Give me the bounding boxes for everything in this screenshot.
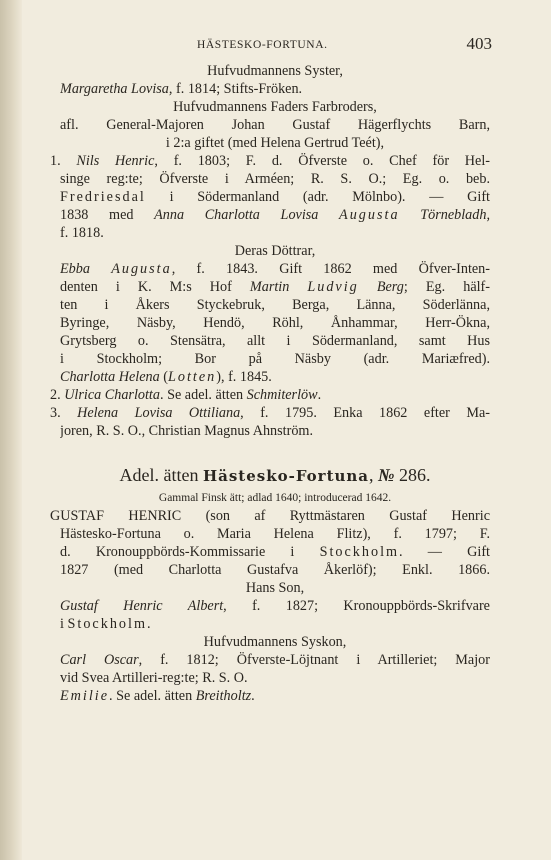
page-binding-shadow	[0, 0, 22, 860]
section-heading	[60, 633, 490, 651]
text-segment: i 2:a giftet (med Helena Gertrud Teét),	[165, 135, 385, 151]
text-segment: Hästesko-Fortuna o. Maria Helena Flitz), f. 1797; F.	[60, 526, 490, 542]
text-segment: singe reg:te; Öfverste i Arméen; R. S. O.; Eg. o. beb.	[60, 171, 490, 187]
text-segment: Hans Son,	[245, 580, 305, 596]
text-segment: Nils Henric	[76, 153, 155, 169]
text-segment: Margaretha Lovisa	[60, 81, 169, 97]
text-segment: Törneblad	[399, 207, 480, 223]
family-subheading	[60, 489, 490, 507]
text-segment: 1827 (med Charlotta Gustafva Åkerlöf); Enkl. 1866.	[60, 562, 490, 578]
running-title: HÄSTESKO-FORTUNA.	[197, 39, 328, 51]
text-segment: Charlotta Helena	[60, 369, 160, 385]
text-line	[60, 188, 490, 206]
page-header	[60, 34, 490, 62]
text-line	[60, 422, 490, 440]
text-segment: h,	[479, 207, 490, 223]
text-line	[60, 543, 490, 561]
text-segment: Fredriesdal	[60, 189, 146, 205]
text-line	[60, 314, 490, 332]
text-segment: 1.	[50, 153, 77, 169]
text-segment: ), f. 1845.	[216, 369, 272, 385]
text-segment: . — Gift	[399, 544, 490, 560]
text-segment: 286.	[394, 465, 431, 485]
text-line	[60, 80, 490, 98]
text-segment: Gammal Finsk ätt; adlad 1640; introducerad 1642.	[158, 492, 392, 504]
text-segment: i Stockholm; Bor på Näsby (adr. Mariæfred).	[60, 351, 490, 367]
section-heading	[60, 98, 490, 116]
text-segment: denten i K. M:s Hof	[60, 279, 250, 295]
text-segment: 3.	[50, 405, 78, 421]
text-line	[60, 134, 490, 152]
entry-line	[60, 651, 490, 669]
page-content	[50, 34, 492, 705]
entry-line	[60, 687, 490, 705]
entry-line	[50, 507, 490, 525]
entry-line	[50, 404, 490, 422]
text-line	[60, 669, 490, 687]
text-segment: Stockholm	[67, 616, 147, 632]
text-segment: ; Eg. hälf-	[403, 279, 490, 295]
text-segment: Carl Oscar	[60, 652, 139, 668]
text-segment: i	[60, 616, 68, 632]
section-heading	[60, 62, 490, 80]
text-segment: Hufvudmannens Syster,	[207, 63, 343, 79]
text-segment: ,	[369, 465, 379, 485]
text-segment: .	[251, 688, 255, 704]
text-segment: d. Kronouppbörds-Kommissarie i	[60, 544, 320, 560]
text-segment: Hästesko-Fortuna	[202, 467, 370, 485]
text-segment: Ludvig	[307, 279, 359, 295]
entry-line	[60, 597, 490, 615]
text-line	[60, 296, 490, 314]
page-number: 403	[466, 34, 492, 53]
text-segment: Deras Döttrar,	[234, 243, 316, 259]
text-segment: №	[378, 465, 395, 485]
text-segment: Hufvudmannens Syskon,	[203, 634, 347, 650]
text-segment: GUSTAF HENRIC (son af Ryttmästaren Gustaf Henric	[50, 508, 490, 524]
text-line	[60, 206, 490, 224]
section-heading	[60, 579, 490, 597]
text-segment: , f. 1812; Öfverste-Löjtnant i Artilleriet; Major	[138, 652, 490, 668]
entry-line	[50, 152, 490, 170]
text-line	[60, 615, 490, 633]
text-segment: .	[146, 616, 151, 632]
entry-line	[50, 386, 490, 404]
text-segment: Schmiterlöw	[246, 387, 318, 403]
text-segment	[359, 279, 377, 295]
text-segment: Gustaf Henric Albert	[60, 598, 224, 614]
entry-line	[60, 260, 490, 278]
text-line	[60, 170, 490, 188]
text-segment: . Se adel. ätten	[109, 688, 196, 704]
text-segment: , f. 1843. Gift 1862 med Öfver-Inten-	[171, 261, 490, 277]
text-segment: Anna Charlotta Lovisa	[154, 207, 340, 223]
text-line	[60, 561, 490, 579]
entry-line	[60, 368, 490, 386]
text-segment: Helena Lovisa Ottiliana	[77, 405, 241, 421]
text-segment: 2.	[50, 387, 65, 403]
text-segment: afl. General-Majoren Johan Gustaf Hägerflychts Barn,	[60, 117, 490, 133]
text-segment: Byringe, Näsby, Hendö, Röhl, Ånhammar, Herr-Ökna,	[60, 315, 490, 331]
text-line	[60, 116, 490, 134]
text-segment: 1838 med	[60, 207, 155, 223]
text-segment: i Södermanland (adr. Mölnbo). — Gift	[145, 189, 490, 205]
text-segment: Emilie	[60, 688, 110, 704]
text-segment: Ebba	[60, 261, 112, 277]
text-segment: Augusta	[111, 261, 172, 277]
text-line	[60, 350, 490, 368]
text-segment: joren, R. S. O., Christian Magnus Ahnström.	[60, 423, 314, 439]
text-segment: (	[159, 369, 168, 385]
text-line	[60, 224, 490, 242]
text-segment: , f. 1827; Kronouppbörds-Skrifvare	[223, 598, 490, 614]
text-segment: Adel. ätten	[119, 465, 203, 485]
text-segment: Berg	[376, 279, 404, 295]
text-segment: vid Svea Artilleri-reg:te; R. S. O.	[60, 670, 248, 686]
text-segment: Augusta	[339, 207, 400, 223]
text-segment: Martin	[249, 279, 308, 295]
text-segment: Ulrica Charlotta	[64, 387, 160, 403]
text-line	[60, 525, 490, 543]
text-line	[60, 278, 490, 296]
text-segment: , f. 1814; Stifts-Fröken.	[168, 81, 303, 97]
text-segment: Hufvudmannens Faders Farbroders,	[173, 99, 377, 115]
spacer	[60, 440, 490, 462]
text-segment: ten i Åkers Styckebruk, Berga, Länna, Söderlänna,	[60, 297, 490, 313]
text-segment: Stockholm	[319, 544, 400, 560]
text-segment: . Se adel. ätten	[159, 387, 247, 403]
text-segment: , f. 1803; F. d. Öfverste o. Chef för Hel-	[154, 153, 490, 169]
text-segment: Grytsberg o. Stensätra, allt i Södermanland, samt Hus	[60, 333, 490, 349]
text-segment: Breitholtz	[195, 688, 252, 704]
text-segment: , f. 1795. Enka 1862 efter Ma-	[240, 405, 490, 421]
text-segment: f. 1818.	[60, 225, 104, 241]
family-heading	[60, 462, 490, 489]
text-line	[60, 332, 490, 350]
text-segment: .	[317, 387, 322, 403]
text-segment: Lotten	[167, 369, 217, 385]
section-heading	[60, 242, 490, 260]
